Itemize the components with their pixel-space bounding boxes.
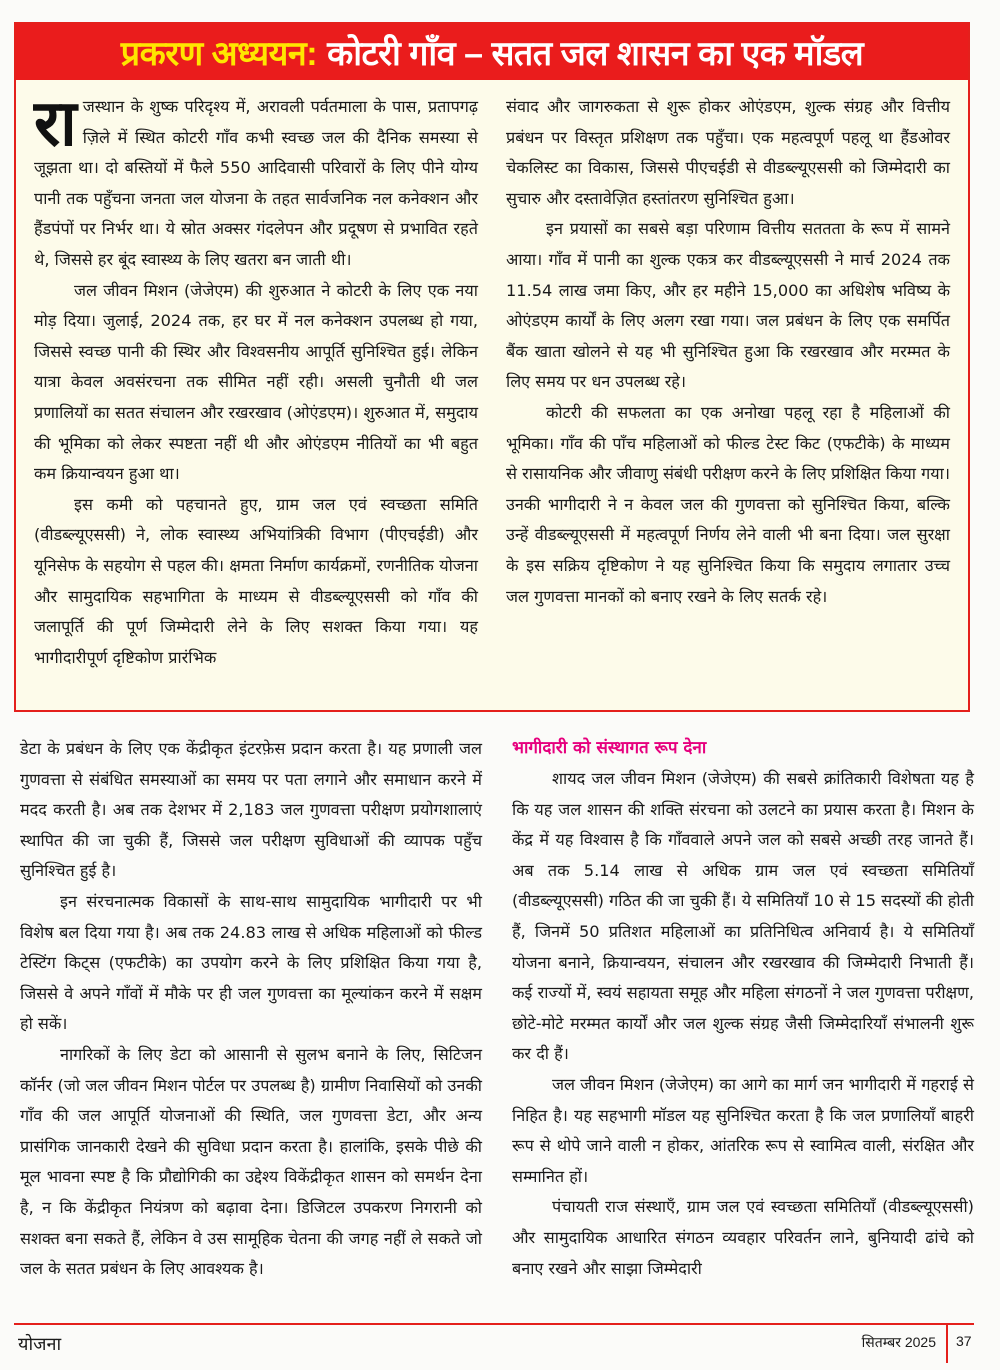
case-study-kicker: प्रकरण अध्ययन: xyxy=(120,35,318,73)
section-subheading: भागीदारी को संस्थागत रूप देना xyxy=(512,738,707,758)
article-paragraph: जल जीवन मिशन (जेजेएम) का आगे का मार्ग जन भागीदारी में गहराई से निहित है। यह सहभागी मॉडल यह सुनिश्चित करता है कि जल प्रणालियाँ बाहरी रूप से थोपे जाने वाली न होकर, आंतरिक रूप से स्वामित्व वाली, संरक्षित और सम्मानित हों। xyxy=(512,1074,974,1186)
article-left-column xyxy=(0,724,496,1304)
article-paragraph: इन संरचनात्मक विकासों के साथ-साथ सामुदायिक भागीदारी पर भी विशेष बल दिया गया है। अब तक 24.83 लाख से अधिक महिलाओं को फील्ड टेस्टिंग किट्स (एफटीके) का उपयोग करने के लिए प्रशिक्षित किया गया है, जिससे वे अपने गाँवों में मौके पर ही जल गुणवत्ता का मूल्यांकन करने में सक्षम हो सकें। xyxy=(20,891,482,1034)
case-study-paragraph: जल जीवन मिशन (जेजेएम) की शुरुआत ने कोटरी के लिए एक नया मोड़ दिया। जुलाई, 2024 तक, हर घर में नल कनेक्शन उपलब्ध हो गया, जिससे स्वच्छ पानी की स्थिर और विश्वसनीय आपूर्ति सुनिश्चित हुई। लेकिन यात्रा केवल अवसंरचना तक सीमित नहीं रही। असली चुनौती थी जल प्रणालियों का सतत संचालन और रखरखाव (ओएंडएम)। शुरुआत में, समुदाय की भूमिका को लेकर स्पष्टता नहीं थी और ओएंडएम नीतियों का भी बहुत कम क्रियान्वयन हुआ था। xyxy=(34,280,478,484)
article-body xyxy=(0,724,1000,1304)
drop-cap: रा xyxy=(34,86,77,161)
case-study-paragraph: राजस्थान के शुष्क परिदृश्य में, अरावली पर्वतमाला के पास, प्रतापगढ़ ज़िले में स्थित कोटरी गाँव कभी स्वच्छ जल की दैनिक समस्या से जूझता था। दो बस्तियों में फैले 550 आदिवासी परिवारों के लिए पीने योग्य पानी तक पहुँचना जनता जल योजना के तहत सार्वजनिक नल कनेक्शन और हैंडपंपों पर निर्भर था। ये स्रोत अक्सर गंदलेपन और प्रदूषण से प्रभावित रहते थे, जिससे हर बूंद स्वास्थ्य के लिए खतरा बन जाती थी। xyxy=(34,86,478,269)
article-paragraph: नागरिकों के लिए डेटा को आसानी से सुलभ बनाने के लिए, सिटिजन कॉर्नर (जो जल जीवन मिशन पोर्टल पर उपलब्ध है) ग्रामीण निवासियों को उनकी गाँव की जल आपूर्ति योजनाओं की स्थिति, जल गुणवत्ता डेटा, और अन्य प्रासंगिक जानकारी देखने की सुविधा प्रदान करता है। हालांकि, इसके पीछे की मूल भावना स्पष्ट है कि प्रौद्योगिकी का उद्देश्य विकेंद्रीकृत शासन को समर्थन देना है, न कि केंद्रीकृत नियंत्रण को बढ़ावा देना। डिजिटल उपकरण निगरानी को सशक्त बना सकते हैं, लेकिन वे उस सामूहिक चेतना की जगह नहीं ले सकते जो जल के सतत प्रबंधन के लिए आवश्यक है। xyxy=(20,1044,482,1279)
case-study-header xyxy=(16,24,968,80)
case-study-title: कोटरी गाँव – सतत जल शासन का एक मॉडल xyxy=(327,35,864,73)
article-paragraph: शायद जल जीवन मिशन (जेजेएम) की सबसे क्रांतिकारी विशेषता यह है कि यह जल शासन की शक्ति संरचना को उलटने का प्रयास करता है। मिशन के केंद्र में यह विश्वास है कि गाँववाले अपने जल को सबसे अच्छी तरह जानते हैं। अब तक 5.14 लाख से अधिक ग्राम जल एवं स्वच्छता समितियाँ (वीडब्ल्यूएससी) गठित की जा चुकी हैं। ये समितियाँ 10 से 15 सदस्यों की होती हैं, जिनमें 50 प्रतिशत महिलाओं का प्रतिनिधित्व अनिवार्य है। ये समितियाँ योजना बनाने, क्रियान्वयन, संचालन और रखरखाव की जिम्मेदारी निभाती हैं। कई राज्यों में, स्वयं सहायता समूह और महिला संगठनों ने जल गुणवत्ता परीक्षण, छोटे-मोटे मरम्मत कार्यों और जल शुल्क संग्रह जैसी जिम्मेदारियाँ संभालनी शुरू कर दी हैं। xyxy=(512,769,974,1064)
magazine-name: योजना xyxy=(18,1334,62,1354)
case-study-left-column xyxy=(16,82,492,710)
case-study-paragraph: संवाद और जागरुकता से शुरू होकर ओएंडएम, शुल्क संग्रह और वित्तीय प्रबंधन पर विस्तृत प्रशिक्षण तक पहुँचा। एक महत्वपूर्ण पहलू था हैंडओवर चेकलिस्ट का विकास, जिससे पीएचईडी से वीडब्ल्यूएससी को जिम्मेदारी का सुचारु और दस्तावेज़ित हस्तांतरण सुनिश्चित हुआ। xyxy=(506,97,950,208)
footer-page-divider xyxy=(946,1323,948,1363)
article-paragraph: डेटा के प्रबंधन के लिए एक केंद्रीकृत इंटरफ़ेस प्रदान करता है। यह प्रणाली जल गुणवत्ता से संबंधित समस्याओं का समय पर पता लगाने और समाधान करने में मदद करती है। अब तक देशभर में 2,183 जल गुणवत्ता परीक्षण प्रयोगशालाएं स्थापित की जा चुकी हैं, जिससे जल परीक्षण सुविधाओं की व्यापक पहुँच सुनिश्चित हुई है। xyxy=(20,739,482,881)
issue-date: सितम्बर 2025 xyxy=(861,1334,936,1350)
case-study-paragraph: इस कमी को पहचानते हुए, ग्राम जल एवं स्वच्छता समिति (वीडब्ल्यूएससी) ने, लोक स्वास्थ्य अभियांत्रिकी विभाग (पीएचईडी) और यूनिसेफ के सहयोग से पहल की। क्षमता निर्माण कार्यक्रमों, रणनीतिक योजना और सामुदायिक सहभागिता के माध्यम से वीडब्ल्यूएससी को गाँव की जलापूर्ति की पूर्ण जिम्मेदारी लेने के लिए सशक्त किया गया। यह भागीदारीपूर्ण दृष्टिकोण प्रारंभिक xyxy=(34,494,478,667)
page-number: 37 xyxy=(956,1333,972,1349)
case-study-paragraph: इन प्रयासों का सबसे बड़ा परिणाम वित्तीय सततता के रूप में सामने आया। गाँव में पानी का शुल्क एकत्र कर वीडब्ल्यूएससी ने मार्च 2024 तक 11.54 लाख जमा किए, और हर महीने 15,000 का अधिशेष भविष्य के ओएंडएम कार्यों के लिए अलग रखा गया। जल प्रबंधन के लिए एक समर्पित बैंक खाता खोलने से यह भी सुनिश्चित हुआ कि रखरखाव और मरम्मत के लिए समय पर धन उपलब्ध रहे। xyxy=(506,219,950,392)
case-study-box xyxy=(14,22,970,712)
article-right-column xyxy=(496,724,1000,1304)
article-paragraph: पंचायती राज संस्थाएँ, ग्राम जल एवं स्वच्छता समितियाँ (वीडब्ल्यूएससी) और सामुदायिक आधारित संगठन व्यवहार परिवर्तन लाने, बुनियादी ढांचे को बनाए रखने और साझा जिम्मेदारी xyxy=(512,1197,974,1278)
footer-divider xyxy=(14,1323,974,1325)
case-study-right-column xyxy=(492,82,968,710)
case-study-paragraph: कोटरी की सफलता का एक अनोखा पहलू रहा है महिलाओं की भूमिका। गाँव की पाँच महिलाओं को फील्ड टेस्ट किट (एफटीके) के माध्यम से रासायनिक और जीवाणु संबंधी परीक्षण करने के लिए प्रशिक्षित किया गया। उनकी भागीदारी ने न केवल जल की गुणवत्ता को सुनिश्चित किया, बल्कि उन्हें वीडब्ल्यूएससी में महत्वपूर्ण निर्णय लेने वाली भी बना दिया। जल सुरक्षा के इस सक्रिय दृष्टिकोण ने यह सुनिश्चित किया कि समुदाय लगातार उच्च जल गुणवत्ता मानकों को बनाए रखने के लिए सतर्क रहे। xyxy=(506,402,950,606)
